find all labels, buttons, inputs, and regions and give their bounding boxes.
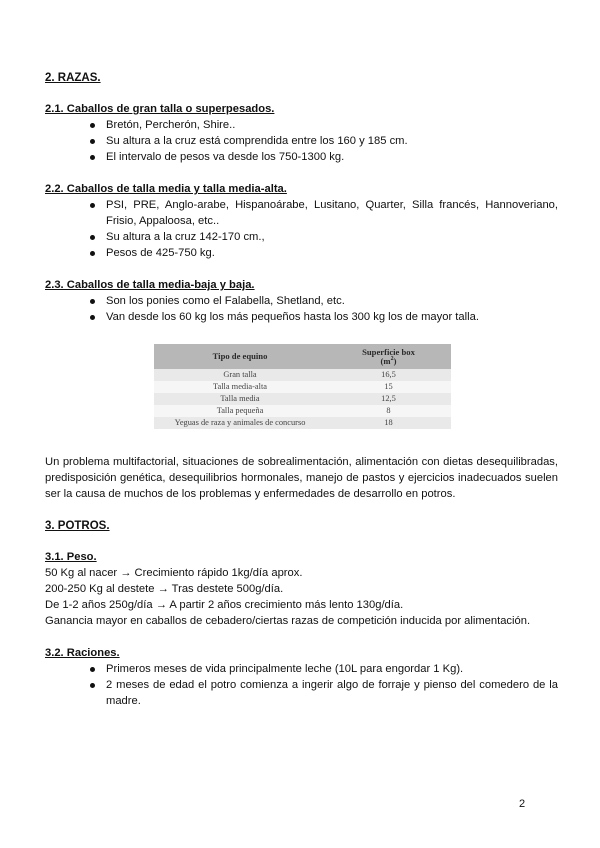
weight-line: 50 Kg al nacer → Crecimiento rápido 1kg/día aprox. xyxy=(45,567,303,579)
development-problems-paragraph: Un problema multifactorial, situaciones de sobrealimentación, alimentación con dietas desequilibradas, predisposición genética, desequilibrios hormonales, manejo de pastos y ejercicios inadecuados suelen ser la causa de muchos de los problemas y enfermedades de desarrollo en potros. xyxy=(45,456,558,500)
weight-line: De 1-2 años 250g/día → A partir 2 años crecimiento más lento 130g/día. xyxy=(45,599,404,611)
section-2-1-title: 2.1. Caballos de gran talla o superpesados. xyxy=(45,103,275,115)
box-surface-table xyxy=(154,344,451,429)
section-2-title: 2. RAZAS. xyxy=(45,72,101,84)
table-cell: Gran talla xyxy=(154,369,326,381)
table-header-equine-type: Tipo de equino xyxy=(154,344,326,369)
section-3-title: 3. POTROS. xyxy=(45,520,110,532)
list-item: Son los ponies como el Falabella, Shetland, etc. xyxy=(45,293,558,309)
list-item: El intervalo de pesos va desde los 750-1300 kg. xyxy=(45,149,558,165)
table-row xyxy=(154,417,451,429)
weight-line: 200-250 Kg al destete → Tras destete 500g/día. xyxy=(45,583,284,595)
table-header-box-surface: Superficie box $(m^2)$ xyxy=(326,344,451,369)
table-row xyxy=(154,381,451,393)
list-item: Bretón, Percherón, Shire.. xyxy=(45,117,558,133)
section-3-1-title: 3.1. Peso. xyxy=(45,551,97,563)
list-item: Su altura a la cruz está comprendida entre los 160 y 185 cm. xyxy=(45,133,558,149)
table-row xyxy=(154,405,451,417)
list-item: PSI, PRE, Anglo-arabe, Hispanoárabe, Lusitano, Quarter, Silla francés, Hannoveriano, Frisio, Appaloosa, etc.. xyxy=(45,197,558,229)
section-3-2-list xyxy=(45,661,558,709)
section-3-2-title: 3.2. Raciones. xyxy=(45,647,120,659)
table-cell: Talla media xyxy=(154,393,326,405)
table-cell: 12,5 xyxy=(326,393,451,405)
section-2-3-list xyxy=(45,293,558,325)
page-number: 2 xyxy=(519,798,526,810)
document-page xyxy=(45,70,558,709)
weight-gain-paragraph: Ganancia mayor en caballos de cebadero/ciertas razas de competición inducida por alimentación. xyxy=(45,615,531,627)
list-item: Su altura a la cruz 142-170 cm., xyxy=(45,229,558,245)
table-cell: Talla pequeña xyxy=(154,405,326,417)
list-item: 2 meses de edad el potro comienza a ingerir algo de forraje y pienso del comedero de la madre. xyxy=(45,677,558,709)
section-2-2-title: 2.2. Caballos de talla media y talla media-alta. xyxy=(45,183,287,195)
table-row xyxy=(154,369,451,381)
table-cell: 15 xyxy=(326,381,451,393)
list-item: Primeros meses de vida principalmente leche (10L para engordar 1 Kg). xyxy=(45,661,558,677)
table-cell: 18 xyxy=(326,417,451,429)
table-cell: 8 xyxy=(326,405,451,417)
list-item: Pesos de 425-750 kg. xyxy=(45,245,558,261)
table-cell: Talla media-alta xyxy=(154,381,326,393)
section-2-2-list xyxy=(45,197,558,261)
section-2-3-title: 2.3. Caballos de talla media-baja y baja. xyxy=(45,279,255,291)
list-item: Van desde los 60 kg los más pequeños hasta los 300 kg los de mayor talla. xyxy=(45,309,558,325)
section-2-1-list xyxy=(45,117,558,165)
box-surface-table-image xyxy=(154,344,451,429)
table-cell: Yeguas de raza y animales de concurso xyxy=(154,417,326,429)
table-row xyxy=(154,393,451,405)
table-cell: 16,5 xyxy=(326,369,451,381)
